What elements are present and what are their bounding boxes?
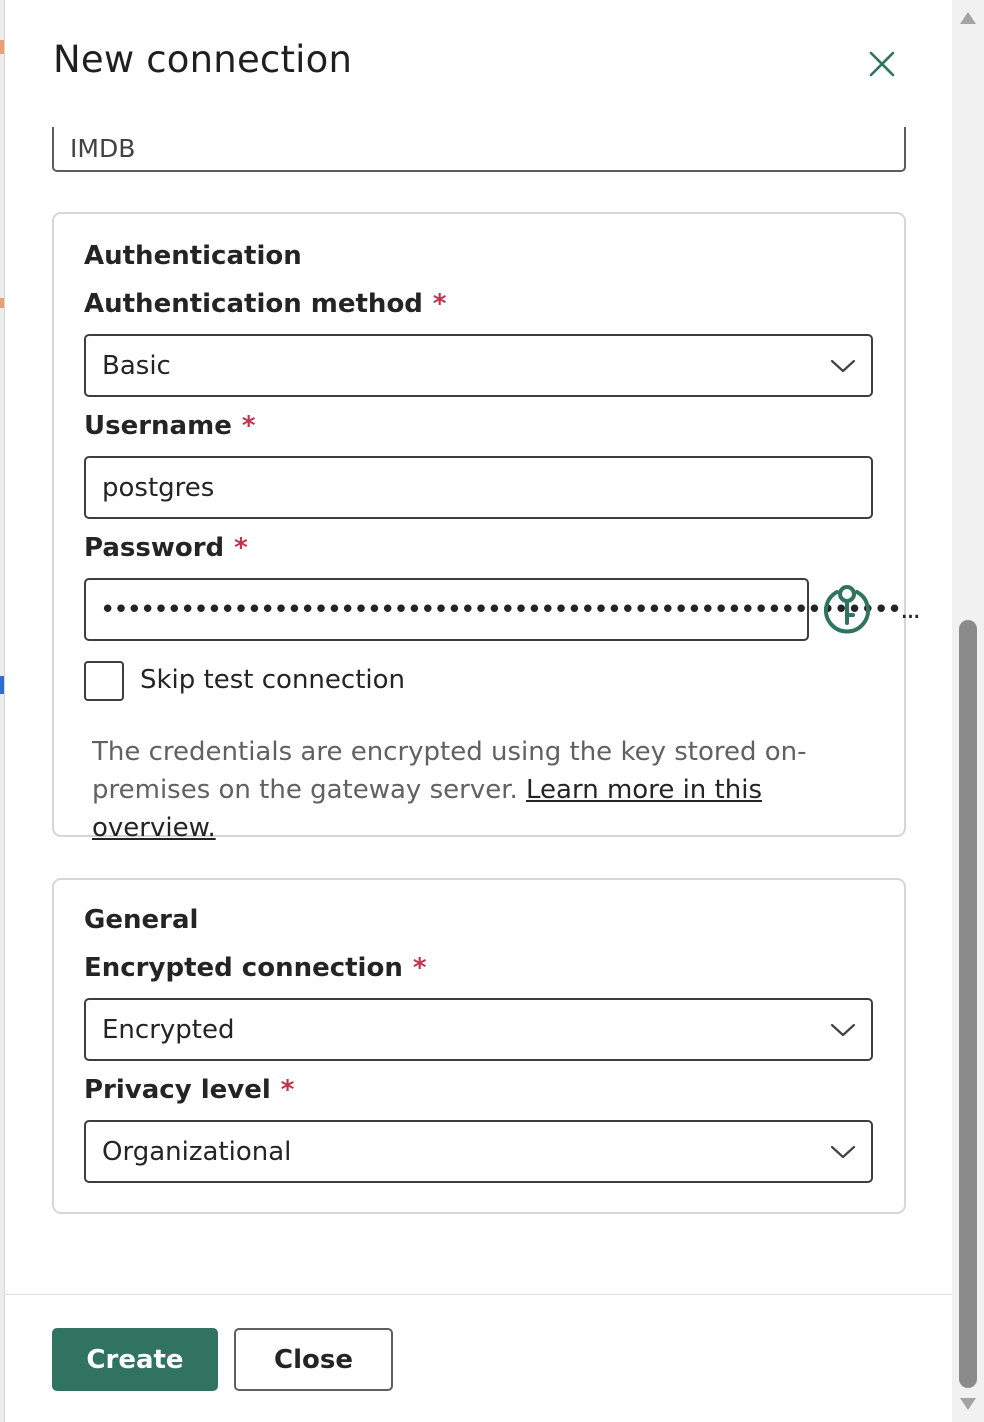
key-vault-icon[interactable]	[820, 580, 874, 638]
privacy-level-value: Organizational	[102, 1136, 292, 1167]
encrypted-connection-value: Encrypted	[102, 1014, 235, 1045]
encrypted-connection-label-text: Encrypted connection	[84, 953, 403, 983]
learn-more-link[interactable]: Learn more in this overview.	[92, 775, 762, 843]
password-label	[84, 533, 248, 563]
privacy-level-label	[84, 1075, 294, 1105]
authentication-method-label-text: Authentication method	[84, 289, 423, 319]
close-icon[interactable]	[862, 44, 902, 84]
scroll-down-arrow-icon[interactable]	[960, 1398, 976, 1410]
chevron-down-icon	[829, 1142, 857, 1162]
general-section-title: General	[84, 905, 199, 935]
authentication-section	[52, 212, 919, 843]
connection-name-input[interactable]: IMDB	[52, 127, 906, 172]
background-mark	[0, 40, 4, 54]
authentication-section-title: Authentication	[84, 241, 302, 271]
general-section	[52, 878, 906, 1214]
required-asterisk: *	[234, 533, 248, 563]
encrypted-connection-label	[84, 953, 426, 983]
authentication-method-label	[84, 289, 447, 319]
chevron-down-icon	[829, 356, 857, 376]
privacy-level-label-text: Privacy level	[84, 1075, 271, 1105]
required-asterisk: *	[280, 1075, 295, 1105]
username-label-text: Username	[84, 411, 232, 441]
authentication-method-value: Basic	[102, 350, 171, 381]
skip-test-connection-checkbox[interactable]	[84, 661, 124, 701]
authentication-method-select[interactable]	[84, 334, 873, 397]
close-button[interactable]: Close	[234, 1328, 393, 1391]
create-button[interactable]: Create	[52, 1328, 218, 1391]
background-link-mark	[0, 676, 4, 694]
privacy-level-select[interactable]	[84, 1120, 873, 1183]
encrypted-connection-select[interactable]	[84, 998, 873, 1061]
vertical-scrollbar[interactable]	[952, 0, 984, 1422]
username-input[interactable]: postgres	[84, 456, 873, 519]
credentials-help-text	[92, 733, 872, 847]
password-input[interactable]: ••••••••••••••••••••••••••••••••••••••••••••••••••••••••••••...	[84, 578, 809, 641]
required-asterisk: *	[432, 289, 447, 319]
chevron-down-icon	[829, 1020, 857, 1040]
username-label	[84, 411, 255, 441]
new-connection-dialog	[5, 0, 952, 1422]
required-asterisk: *	[241, 411, 256, 441]
background-mark	[0, 298, 4, 308]
footer-divider	[5, 1294, 952, 1295]
dialog-title: New connection	[53, 38, 353, 81]
required-asterisk: *	[412, 953, 427, 983]
scrollbar-thumb[interactable]	[959, 620, 977, 1388]
skip-test-connection-label: Skip test connection	[140, 665, 406, 695]
scroll-up-arrow-icon[interactable]	[960, 12, 976, 24]
password-label-text: Password	[84, 533, 225, 563]
credentials-help-message: The credentials are encrypted using the key stored on-premises on the gateway server.	[92, 737, 807, 805]
